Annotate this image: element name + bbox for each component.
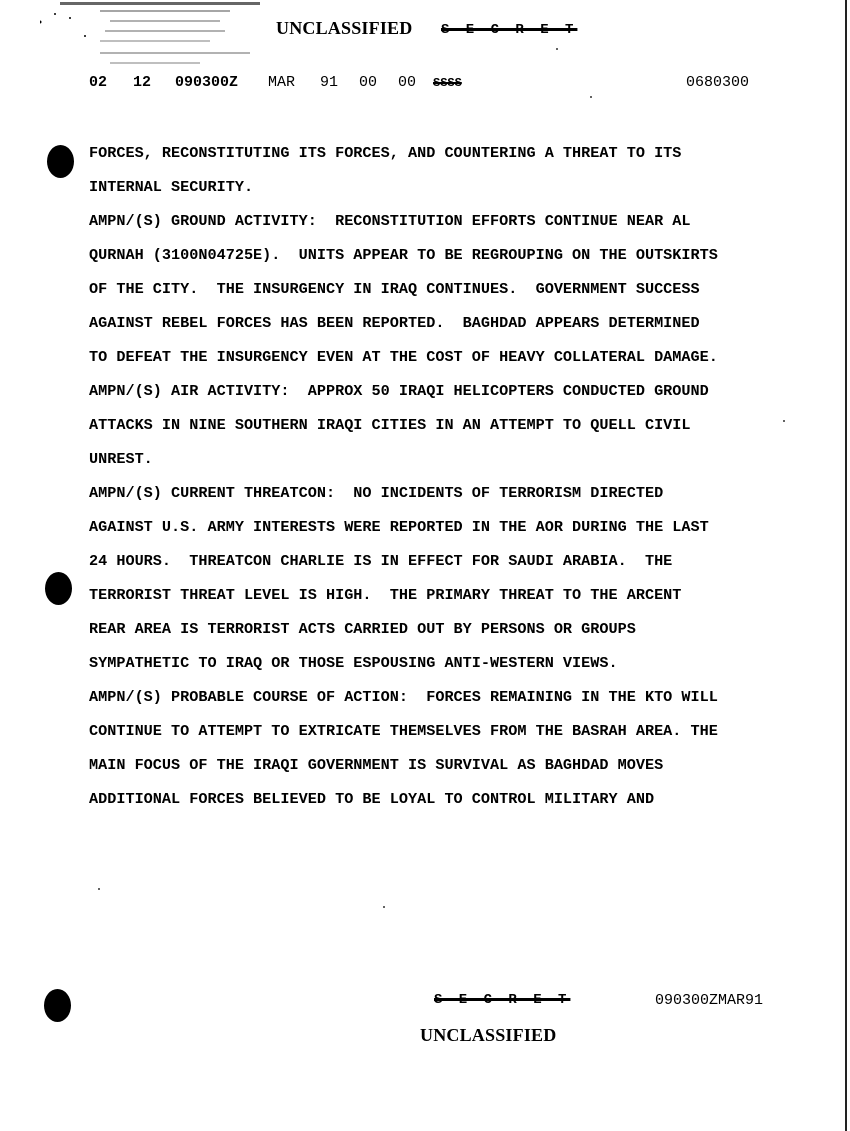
body-line: 24 HOURS. THREATCON CHARLIE IS IN EFFECT FOR SAUDI ARABIA. THE <box>89 552 673 570</box>
footer-dtg: 090300ZMAR91 <box>655 992 764 1009</box>
scan-noise <box>40 0 300 80</box>
header-field-4: 00 <box>398 74 417 91</box>
struck-classification-bottom: S E C R E T <box>434 992 571 1008</box>
header-serial: 0680300 <box>686 74 750 91</box>
body-line: ADDITIONAL FORCES BELIEVED TO BE LOYAL TO CONTROL MILITARY AND <box>89 790 655 808</box>
scan-speck <box>556 48 558 50</box>
body-line: AGAINST U.S. ARMY INTERESTS WERE REPORTED IN THE AOR DURING THE LAST <box>89 518 709 536</box>
classification-bottom: UNCLASSIFIED <box>420 1025 557 1045</box>
body-line: UNREST. <box>89 450 153 468</box>
body-line: OF THE CITY. THE INSURGENCY IN IRAQ CONTINUES. GOVERNMENT SUCCESS <box>89 280 700 298</box>
punch-hole-top <box>47 145 74 178</box>
classification-top: UNCLASSIFIED <box>276 18 413 38</box>
body-line: QURNAH (3100N04725E). UNITS APPEAR TO BE REGROUPING ON THE OUTSKIRTS <box>89 246 718 264</box>
punch-hole-middle <box>45 572 72 605</box>
header-year: 91 <box>320 74 339 91</box>
body-line: INTERNAL SECURITY. <box>89 178 254 196</box>
body-line: AMPN/(S) PROBABLE COURSE OF ACTION: FORCES REMAINING IN THE KTO WILL <box>89 688 718 706</box>
header-field-3: 00 <box>359 74 378 91</box>
header-field-1: 02 <box>89 74 108 91</box>
body-line: TERRORIST THREAT LEVEL IS HIGH. THE PRIMARY THREAT TO THE ARCENT <box>89 586 682 604</box>
scan-speck <box>590 96 592 98</box>
struck-classification-top: S E C R E T <box>441 22 578 38</box>
body-line: CONTINUE TO ATTEMPT TO EXTRICATE THEMSELVES FROM THE BASRAH AREA. THE <box>89 722 718 740</box>
body-line: AMPN/(S) GROUND ACTIVITY: RECONSTITUTION EFFORTS CONTINUE NEAR AL <box>89 212 691 230</box>
punch-hole-bottom <box>44 989 71 1022</box>
body-line: AGAINST REBEL FORCES HAS BEEN REPORTED. BAGHDAD APPEARS DETERMINED <box>89 314 700 332</box>
body-line: ATTACKS IN NINE SOUTHERN IRAQI CITIES IN AN ATTEMPT TO QUELL CIVIL <box>89 416 691 434</box>
body-line: AMPN/(S) AIR ACTIVITY: APPROX 50 IRAQI HELICOPTERS CONDUCTED GROUND <box>89 382 709 400</box>
header-month: MAR <box>268 74 296 91</box>
scan-speck <box>383 906 385 908</box>
header-struck-code: SSSS <box>433 76 462 90</box>
body-line: FORCES, RECONSTITUTING ITS FORCES, AND COUNTERING A THREAT TO ITS <box>89 144 682 162</box>
body-line: TO DEFEAT THE INSURGENCY EVEN AT THE COST OF HEAVY COLLATERAL DAMAGE. <box>89 348 718 366</box>
body-line: AMPN/(S) CURRENT THREATCON: NO INCIDENTS OF TERRORISM DIRECTED <box>89 484 664 502</box>
header-dtg: 090300Z <box>175 74 239 91</box>
body-line: SYMPATHETIC TO IRAQ OR THOSE ESPOUSING ANTI-WESTERN VIEWS. <box>89 654 618 672</box>
scan-speck <box>98 888 100 890</box>
body-line: MAIN FOCUS OF THE IRAQI GOVERNMENT IS SURVIVAL AS BAGHDAD MOVES <box>89 756 664 774</box>
body-line: REAR AREA IS TERRORIST ACTS CARRIED OUT BY PERSONS OR GROUPS <box>89 620 636 638</box>
scan-speck <box>783 420 785 422</box>
scan-edge <box>845 0 847 1131</box>
header-field-2: 12 <box>133 74 152 91</box>
